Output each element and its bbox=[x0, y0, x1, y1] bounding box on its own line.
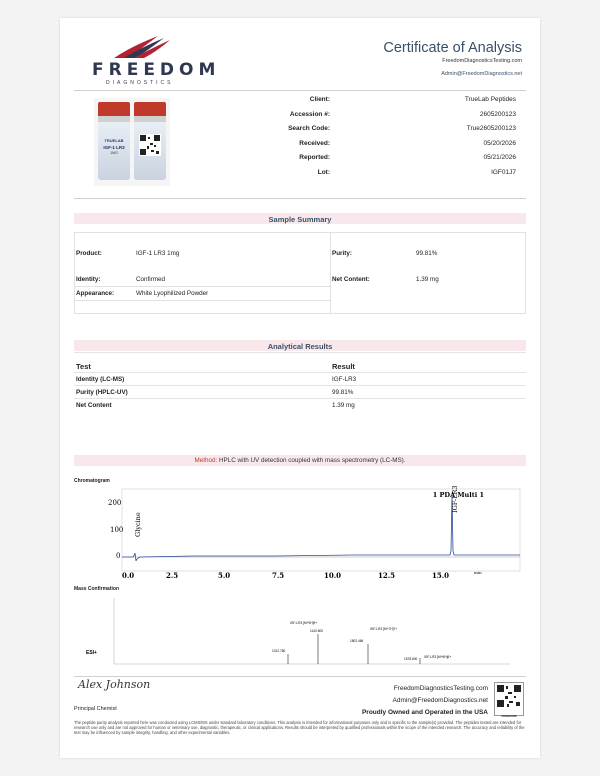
table-row bbox=[74, 385, 526, 398]
mass-peak-label: IGF-LR3 [M+6H]6+ bbox=[424, 655, 452, 659]
x-unit: min bbox=[474, 570, 482, 575]
detector-label: 1 PDA Multi 1 bbox=[432, 491, 484, 499]
footer-email-link[interactable]: Admin@FreedomDiagnostics.net bbox=[392, 697, 488, 704]
result-test: Identity (LC-MS) bbox=[76, 376, 125, 383]
identity-value: Confirmed bbox=[136, 276, 166, 283]
qr-code-icon bbox=[495, 683, 523, 709]
x-tick: 0.0 bbox=[122, 571, 135, 580]
footer-tagline: Proudly Owned and Operated in the USA bbox=[361, 709, 488, 716]
disclaimer-text: The peptide purity analysis reported here was conducted using LCMS/MS under standard laboratory conditions. This analysis is intended for informational purposes only and is specific to the sample(s) provided. The peptides tested are intended for research use only and are not approved for human or veterinary use, diagnostic, therapeutic, or clinical applications. Results should be interpreted by qualified professionals within the scope of the intended research. The accuracy and reliability of the test may be influenced by sample integrity, handling, and other experimental variables. bbox=[74, 720, 525, 736]
mass-peak-value: 1140.600 bbox=[310, 629, 324, 633]
sample-info-value: 05/20/2026 bbox=[483, 139, 516, 147]
mass-peak-label: IGF-LR3 [M+9H]9+ bbox=[290, 621, 318, 625]
vial-left bbox=[98, 102, 130, 180]
product-label: Product: bbox=[76, 250, 102, 257]
header-divider bbox=[74, 90, 526, 91]
sample-summary-box bbox=[74, 232, 526, 314]
vial-right bbox=[134, 102, 166, 180]
result-test: Purity (HPLC-UV) bbox=[76, 389, 128, 396]
sample-info-label: Accession #: bbox=[289, 110, 330, 118]
method-prefix: Method: bbox=[194, 457, 218, 464]
header-website-link[interactable]: FreedomDiagnosticsTesting.com bbox=[442, 58, 522, 64]
sample-info-value: 2605200123 bbox=[479, 110, 516, 118]
table-row bbox=[74, 398, 526, 411]
x-tick: 7.5 bbox=[272, 571, 285, 580]
sample-info-row bbox=[210, 154, 520, 166]
brand-tagline: DIAGNOSTICS bbox=[106, 80, 174, 86]
analytical-results-title: Analytical Results bbox=[267, 342, 333, 351]
peak-label-igf-lr3: IGF-LR3 bbox=[451, 485, 459, 513]
info-divider bbox=[74, 198, 526, 199]
chromatogram-plot bbox=[74, 485, 526, 585]
footer-website-link[interactable]: FreedomDiagnosticsTesting.com bbox=[393, 685, 488, 692]
sample-info-label: Reported: bbox=[299, 154, 330, 161]
x-tick: 15.0 bbox=[432, 571, 450, 580]
mass-peak-label: IGF-LR3 [M+7H]7+ bbox=[370, 627, 398, 631]
appearance-value: White Lyophilized Powder bbox=[136, 290, 209, 297]
mass-peak-value: 1578.600 bbox=[404, 657, 418, 661]
result-value: 99.81% bbox=[332, 389, 354, 396]
net-content-label: Net Content: bbox=[332, 276, 370, 283]
purity-value: 99.81% bbox=[416, 250, 438, 257]
vial-dose-text: 1MG bbox=[110, 151, 118, 155]
sample-info-value: IGF01J7 bbox=[491, 168, 516, 176]
mass-spectrum-plot bbox=[74, 594, 526, 670]
footer-divider bbox=[74, 676, 526, 677]
sample-info-label: Lot: bbox=[317, 168, 330, 176]
sample-info-label: Client: bbox=[309, 96, 330, 103]
y-tick-100: 100 bbox=[110, 526, 124, 534]
results-col-result: Result bbox=[332, 362, 355, 371]
chemist-role: Principal Chemist bbox=[74, 706, 117, 712]
appearance-label: Appearance: bbox=[76, 290, 115, 297]
method-text: HPLC with UV detection coupled with mass spectrometry (LC-MS). bbox=[217, 457, 406, 464]
sample-info-label: Received: bbox=[299, 139, 330, 147]
vial-qr-code-icon bbox=[139, 134, 161, 156]
mass-peak-value: 1012.780 bbox=[272, 649, 286, 653]
vial-brand-text: TRUELAB bbox=[104, 138, 124, 143]
chromatogram-label: Chromatogram bbox=[74, 478, 110, 484]
freedom-flag-logo-icon bbox=[112, 32, 172, 60]
net-content-value: 1.39 mg bbox=[416, 276, 439, 283]
table-row bbox=[74, 372, 526, 385]
x-tick: 12.5 bbox=[378, 571, 396, 580]
result-value: 1.39 mg bbox=[332, 402, 355, 409]
y-tick-200: 200 bbox=[108, 499, 122, 507]
certificate-page bbox=[60, 18, 540, 758]
y-tick-0: 0 bbox=[116, 552, 121, 560]
purity-label: Purity: bbox=[332, 250, 352, 257]
mass-confirmation-label: Mass Confirmation bbox=[74, 586, 120, 592]
brand-name: FREEDOM bbox=[92, 60, 221, 80]
identity-label: Identity: bbox=[76, 276, 101, 283]
summary-row-line bbox=[74, 300, 330, 301]
ion-mode-label: ESI+ bbox=[86, 650, 97, 656]
sample-info-value: True2605200123 bbox=[466, 125, 516, 132]
peak-label-glycine: Glycine bbox=[134, 512, 142, 537]
chemist-signature: Alex Johnson bbox=[78, 678, 151, 691]
result-test: Net Content bbox=[76, 402, 112, 409]
sample-info-row bbox=[210, 96, 520, 108]
product-value: IGF-1 LR3 1mg bbox=[136, 250, 180, 257]
chromatogram-trace bbox=[122, 495, 520, 561]
sample-info-value: 05/21/2026 bbox=[483, 154, 516, 161]
results-col-test: Test bbox=[76, 362, 91, 371]
x-tick: 5.0 bbox=[218, 571, 231, 580]
header-email-link[interactable]: Admin@FreedomDiagnostics.net bbox=[441, 71, 522, 77]
sample-info-row bbox=[210, 125, 520, 137]
qr-label: FREEDOM bbox=[501, 714, 517, 718]
sample-info-row bbox=[210, 169, 520, 181]
sample-info-value: TrueLab Peptides bbox=[464, 96, 516, 103]
product-photo bbox=[94, 98, 170, 186]
vial-product-text: IGF-1 LR3 bbox=[103, 145, 125, 150]
verification-qr[interactable] bbox=[494, 682, 524, 716]
result-value: IGF-LR3 bbox=[332, 376, 357, 383]
summary-row-line bbox=[74, 286, 330, 287]
sample-info-label: Search Code: bbox=[288, 125, 330, 132]
mass-peak-value: 1802.466 bbox=[350, 639, 364, 643]
sample-info-row bbox=[210, 140, 520, 152]
page-title: Certificate of Analysis bbox=[383, 40, 522, 56]
method-line bbox=[74, 457, 526, 464]
x-tick: 10.0 bbox=[324, 571, 342, 580]
sample-summary-title: Sample Summary bbox=[268, 215, 332, 224]
summary-column-divider bbox=[330, 232, 331, 314]
sample-info-row bbox=[210, 111, 520, 123]
x-tick: 2.5 bbox=[166, 571, 179, 580]
results-header-line bbox=[74, 352, 526, 353]
